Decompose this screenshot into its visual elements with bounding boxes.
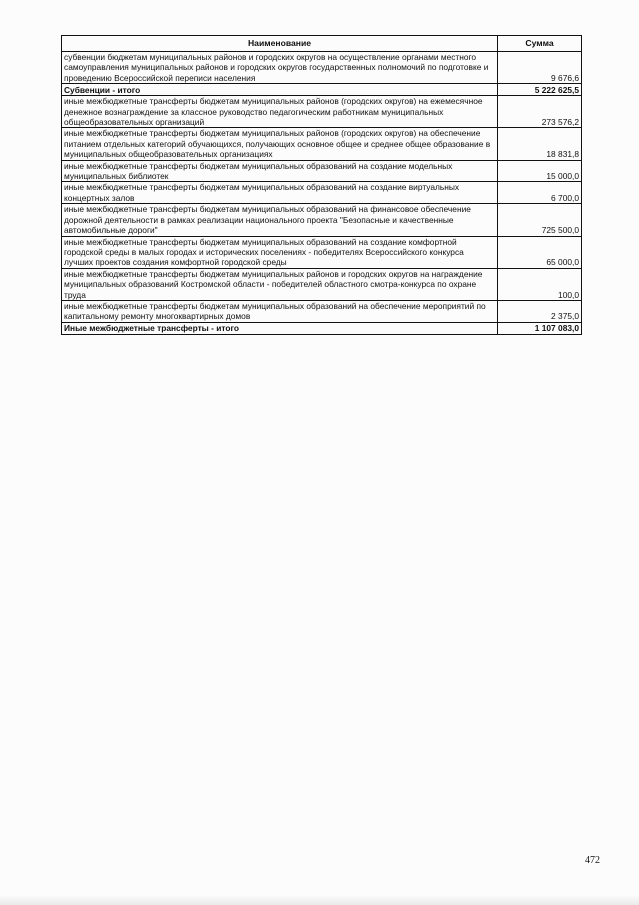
total-row bbox=[62, 322, 582, 334]
table-row bbox=[62, 300, 582, 322]
row-name: субвенции бюджетам муниципальных районов и городских округов на осуществление органами местного самоуправления муниципальных районов и городских округов государственных полномочий по подготовке и проведению Всероссийской переписи населения bbox=[62, 52, 498, 84]
row-name: иные межбюджетные трансферты бюджетам муниципальных образований на создание виртуальных концертных залов bbox=[62, 182, 498, 204]
table-row bbox=[62, 268, 582, 300]
row-name: иные межбюджетные трансферты бюджетам муниципальных районов (городских округов) на обеспечение питанием отдельных категорий обучающихся, получающих основное общее и среднее общее образование в муниципальных общеобразовательных организациях bbox=[62, 128, 498, 160]
row-name: иные межбюджетные трансферты бюджетам муниципальных образований на создание комфортной городской среды в малых городах и исторических поселениях - победителях Всероссийского конкурса лучших проектов создания комфортной городской среды bbox=[62, 236, 498, 268]
total-row bbox=[62, 84, 582, 96]
row-sum: 18 831,8 bbox=[498, 128, 582, 160]
column-header-sum: Сумма bbox=[498, 36, 582, 52]
page-number: 472 bbox=[585, 855, 600, 866]
total-sum: 5 222 625,5 bbox=[498, 84, 582, 96]
table-row bbox=[62, 236, 582, 268]
scan-edge bbox=[0, 895, 639, 905]
row-name: иные межбюджетные трансферты бюджетам муниципальных образований на обеспечение мероприятий по капитальному ремонту многоквартирных домов bbox=[62, 300, 498, 322]
table-row bbox=[62, 204, 582, 236]
budget-table bbox=[61, 35, 582, 335]
column-header-name: Наименование bbox=[62, 36, 498, 52]
table-row bbox=[62, 182, 582, 204]
row-sum: 273 576,2 bbox=[498, 96, 582, 128]
total-label: Иные межбюджетные трансферты - итого bbox=[62, 322, 498, 334]
table-header-row bbox=[62, 36, 582, 52]
row-sum: 9 676,6 bbox=[498, 52, 582, 84]
total-label: Субвенции - итого bbox=[62, 84, 498, 96]
total-sum: 1 107 083,0 bbox=[498, 322, 582, 334]
table-row bbox=[62, 96, 582, 128]
table-row bbox=[62, 128, 582, 160]
row-name: иные межбюджетные трансферты бюджетам муниципальных районов (городских округов) на ежемесячное денежное вознаграждение за классное руководство педагогическим работникам муниципальных общеобразовательных организаций bbox=[62, 96, 498, 128]
row-name: иные межбюджетные трансферты бюджетам муниципальных образований на создание модельных муниципальных библиотек bbox=[62, 160, 498, 182]
row-sum: 2 375,0 bbox=[498, 300, 582, 322]
table-row bbox=[62, 160, 582, 182]
row-sum: 100,0 bbox=[498, 268, 582, 300]
row-name: иные межбюджетные трансферты бюджетам муниципальных образований на финансовое обеспечение дорожной деятельности в рамках реализации национального проекта "Безопасные и качественные автомобильные дороги" bbox=[62, 204, 498, 236]
row-name: иные межбюджетные трансферты бюджетам муниципальных районов и городских округов на награждение муниципальных образований Костромской области - победителей областного смотра-конкурса по охране труда bbox=[62, 268, 498, 300]
row-sum: 15 000,0 bbox=[498, 160, 582, 182]
table-row bbox=[62, 52, 582, 84]
row-sum: 725 500,0 bbox=[498, 204, 582, 236]
row-sum: 65 000,0 bbox=[498, 236, 582, 268]
row-sum: 6 700,0 bbox=[498, 182, 582, 204]
